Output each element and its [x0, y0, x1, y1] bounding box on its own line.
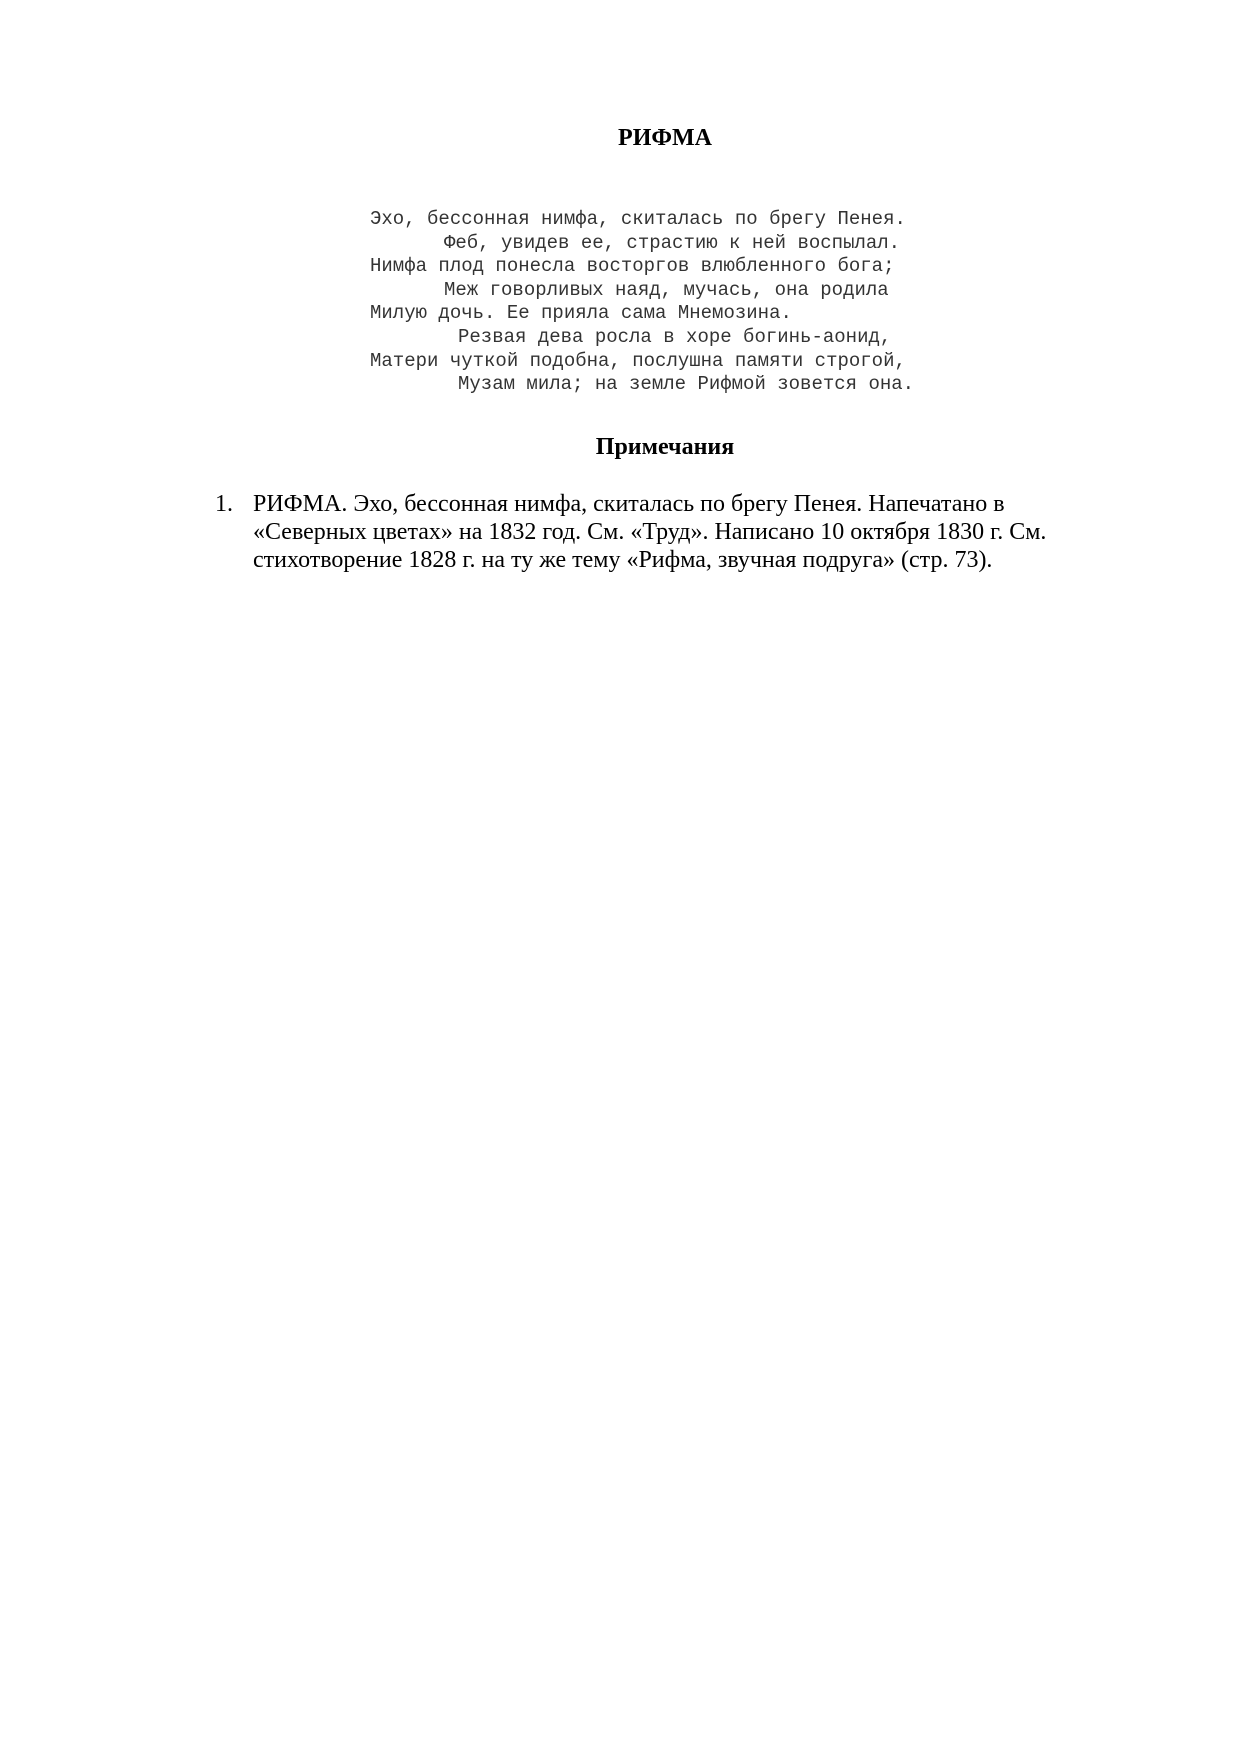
poem-text: [370, 208, 914, 397]
poem-line: Резвая дева росла в хоре богинь-аонид,: [458, 325, 892, 348]
poem-line: Нимфа плод понесла восторгов влюбленного бога;: [370, 255, 895, 278]
notes-list: [215, 490, 1095, 574]
poem-line: Матери чуткой подобна, послушна памяти строгой,: [370, 349, 906, 372]
poem-title: РИФМА: [618, 125, 712, 151]
note-text: РИФМА. Эхо, бессонная нимфа, скиталась по брегу Пенея. Напечатано в «Северных цветах» на 1832 год. См. «Труд». Написано 10 октября 1830 г. См. стихотворение 1828 г. на ту же тему «Рифма, звучная подруга» (стр. 73).: [253, 491, 1047, 573]
notes-heading: Примечания: [595, 434, 735, 460]
poem-line: Милую дочь. Ее прияла сама Мнемозина.: [370, 302, 792, 325]
note-item: [215, 490, 1095, 574]
poem-line: Меж говорливых наяд, мучась, она родила: [444, 278, 889, 301]
poem-line: Феб, увидев ее, страстию к ней воспылал.: [444, 231, 901, 254]
poem-line: Музам мила; на земле Рифмой зовется она.: [458, 373, 915, 396]
poem-line: Эхо, бессонная нимфа, скиталась по брегу Пенея.: [370, 208, 906, 230]
note-number: 1.: [215, 491, 233, 517]
